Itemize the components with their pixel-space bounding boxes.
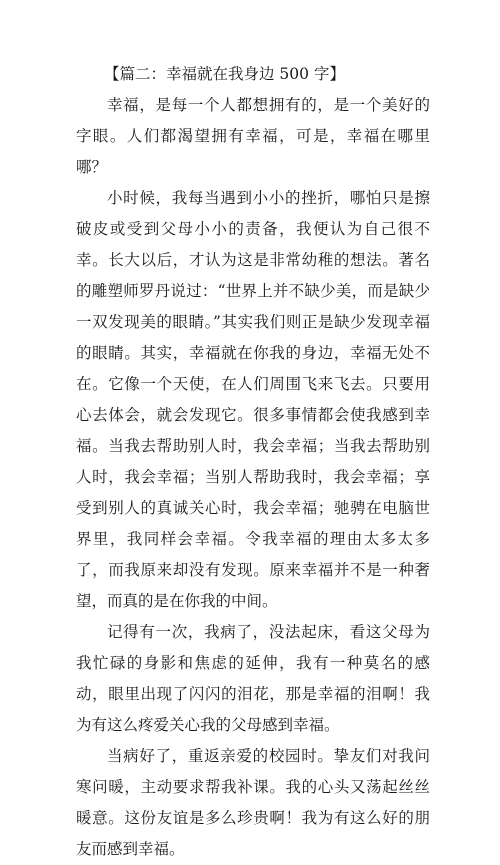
- essay-heading: 【篇二：幸福就在我身边 500 字】: [104, 65, 345, 83]
- paragraph-1: 幸福，是每一个人都想拥有的，是一个美好的字眼。人们都渴望拥有幸福，可是，幸福在哪里哪？: [76, 96, 430, 176]
- essay-body: [76, 59, 430, 865]
- paragraph-3: 记得有一次，我病了，没法起床，看这父母为我忙碌的身影和焦虑的延伸，我有一种莫名的感动，眼里出现了闪闪的泪花，那是幸福的泪啊！我为有这么疼爱关心我的父母感到幸福。: [76, 623, 430, 734]
- paragraph-2: 小时候，我每当遇到小小的挫折，哪怕只是擦破皮或受到父母小小的责备，我便认为自己很不幸。长大以后，才认为这是非常幼稚的想法。著名的雕塑师罗丹说过：“世界上并不缺少美，而是缺少一双发现美的眼睛。”其实我们则正是缺少发现幸福的眼睛。其实，幸福就在你我的身边，幸福无处不在。它像一个天使，在人们周围飞来飞去。只要用心去体会，就会发现它。很多事情都会使我感到幸福。当我去帮助别人时，我会幸福；当我去帮助别人时，我会幸福；当别人帮助我时，我会幸福；享受到别人的真诚关心时，我会幸福；驰骋在电脑世界里，我同样会幸福。令我幸福的理由太多太多了，而我原来却没有发现。原来幸福并不是一种奢望，而真的是在你我的中间。: [76, 189, 430, 610]
- paragraph-4: 当病好了，重返亲爱的校园时。挚友们对我问寒问暖，主动要求帮我补课。我的心头又荡起丝丝暖意。这份友谊是多么珍贵啊！我为有这么好的朋友而感到幸福。: [76, 747, 430, 858]
